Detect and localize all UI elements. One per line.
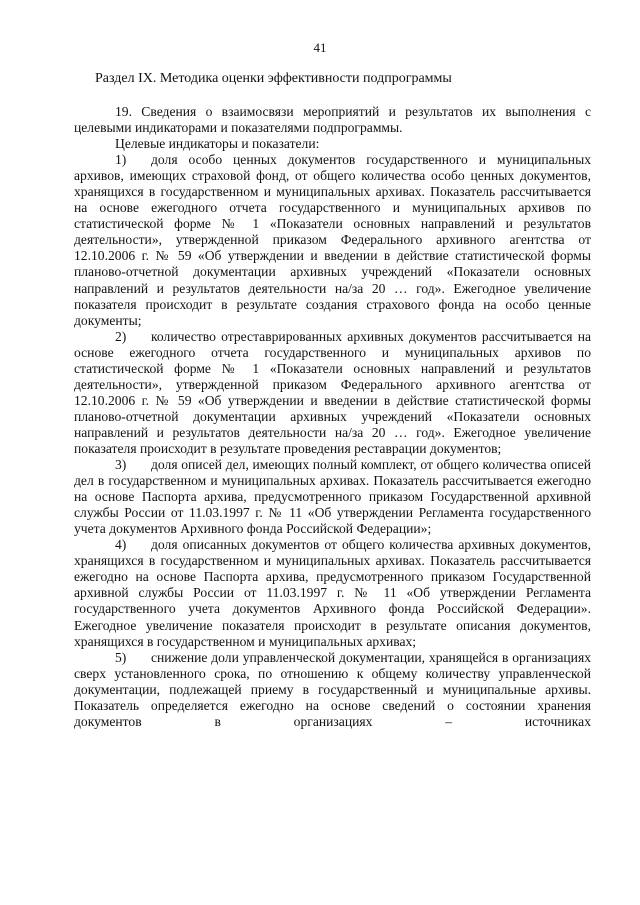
list-item-number: 1)	[115, 152, 127, 168]
list-item-number: 4)	[115, 537, 127, 553]
list-item	[74, 537, 591, 649]
list-item	[74, 650, 591, 730]
list-item	[74, 329, 591, 457]
list-item-number: 5)	[115, 649, 127, 665]
list-item-text: снижение доли управленческой документации, хранящейся в организациях сверх установленного срока, по отношению к общему количеству управленческой документации, подлежащей приему в государственный и муниципальные архивы. Показатель определяется ежегодно на основе сведений о состоянии хранения документов в организациях – источниках	[74, 649, 591, 729]
page-number: 41	[313, 40, 327, 55]
document-body	[74, 104, 591, 730]
list-item-text: доля описей дел, имеющих полный комплект, от общего количества описей дел в государственном и муниципальных архивах. Показатель рассчитывается ежегодно на основе Паспорта архива, предусмотренного приказом Государственной архивной службы России от 11.03.1997 г. № 11 «Об утверждении Регламента государственного учета документов Архивного фонда Российской Федерации»;	[74, 457, 591, 537]
section-title: Раздел IX. Методика оценки эффективности подпрограммы	[95, 71, 452, 86]
indicators-heading: Целевые индикаторы и показатели:	[115, 136, 320, 152]
list-item	[74, 152, 591, 329]
intro-paragraph: 19. Сведения о взаимосвязи мероприятий и результатов их выполнения с целевыми индикаторами и показателями подпрограммы.	[74, 104, 591, 136]
list-item-number: 2)	[115, 328, 127, 344]
list-item-text: доля описанных документов от общего количества архивных документов, хранящихся в государственном и муниципальных архивах. Показатель рассчитывается ежегодно на основе Паспорта архива, предусмотренного приказом Государственной архивной службы России от 11.03.1997 г. № 11 «Об утверждении Регламента государственного учета документов Архивного фонда Российской Федерации». Ежегодное увеличение показателя происходит в результате описания документов, хранящихся в государственном и муниципальных архивах;	[74, 537, 591, 649]
list-item	[74, 457, 591, 537]
list-item-text: количество отреставрированных архивных документов рассчитывается на основе ежегодного отчета государственного и муниципальных архивов по статистической форме № 1 «Показатели основных направлений и результатов деятельности», утвержденной приказом Федерального архивного агентства от 12.10.2006 г. № 59 «Об утверждении и введении в действие статистической формы планово-отчетной документации архивных учреждений «Показатели основных направлений и результатов деятельности на/за 20 … год». Ежегодное увеличение показателя происходит в результате проведения реставрации документов;	[74, 328, 591, 456]
list-item-number: 3)	[115, 457, 127, 473]
list-item-text: доля особо ценных документов государственного и муниципальных архивов, имеющих страховой фонд, от общего количества особо ценных документов, хранящихся в государственном и муниципальных архивах. Показатель рассчитывается на основе ежегодного отчета государственного и муниципальных архивов по статистической форме № 1 «Показатели основных направлений и результатов деятельности», утвержденной приказом Федерального архивного агентства от 12.10.2006 г. № 59 «Об утверждении и введении в действие статистической формы планово-отчетной документации архивных учреждений «Показатели основных направлений и результатов деятельности на/за 20 … год». Ежегодное увеличение показателя происходит в результате создания страхового фонда на особо ценные документы;	[74, 152, 591, 328]
